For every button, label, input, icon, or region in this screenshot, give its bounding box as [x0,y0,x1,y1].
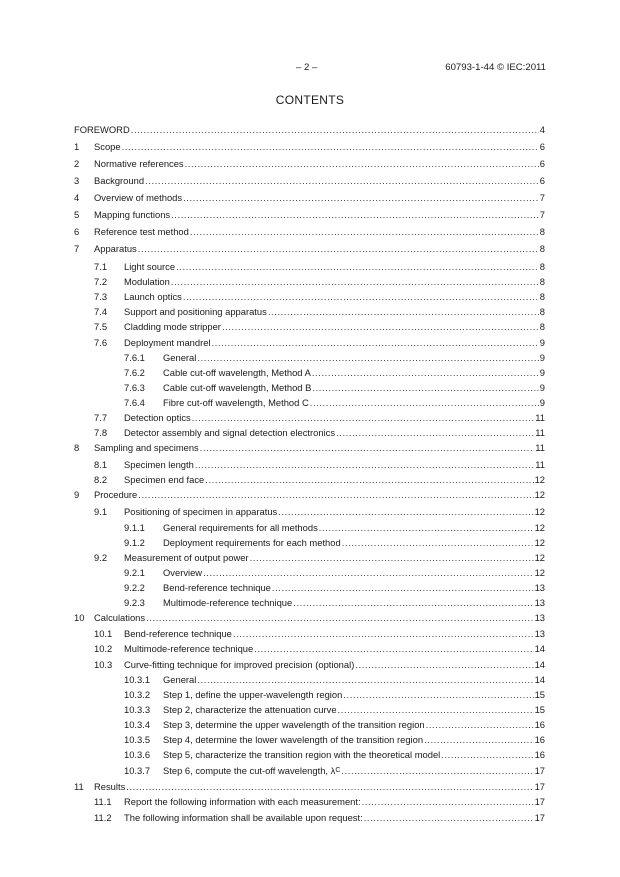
toc-entry-title: Multimode-reference technique [124,643,254,654]
toc-entry-title: Step 5, characterize the transition region with the theoretical model [163,749,441,760]
toc-entry-title: Positioning of specimen in apparatus [124,506,278,517]
toc-entry-page: 13 [534,582,545,593]
toc-entry-number: 9.1 [94,506,108,517]
toc-entry-page: 8 [539,321,545,332]
toc-dot-leader [146,612,533,624]
toc-entry-number: 10.1 [94,628,113,639]
toc-entry-page: 8 [539,291,545,302]
toc-dot-leader [176,261,539,273]
toc-entry-title: Measurement of output power [124,552,249,563]
toc-entry-title: Cable cut-off wavelength, Method A [163,367,311,378]
toc-entry[interactable] [74,427,545,439]
toc-entry-page: 9 [539,367,545,378]
toc-dot-leader [192,412,535,424]
toc-entry[interactable] [74,643,545,655]
toc-entry[interactable] [74,367,545,379]
toc-entry-number: 10.3.5 [124,734,151,745]
toc-dot-leader [222,321,539,333]
page-number: – 2 – [296,62,318,73]
toc-entry-number: 7.6.2 [124,367,145,378]
toc-dot-leader [126,781,533,793]
toc-entry-title: Results [94,781,126,792]
toc-entry[interactable] [74,459,545,471]
toc-entry-page: 11 [535,442,545,453]
toc-entry-number: 10.3.6 [124,749,151,760]
toc-entry-title: Mapping functions [94,209,171,220]
toc-entry[interactable] [74,489,545,501]
toc-entry[interactable] [74,337,545,349]
toc-dot-leader [336,427,534,439]
toc-entry[interactable] [74,321,545,333]
toc-entry[interactable] [74,582,545,594]
toc-entry-number: 9.2 [94,552,108,563]
toc-entry-page: 12 [534,474,545,485]
toc-entry-page: 7 [539,209,545,220]
toc-entry-page: 14 [534,659,545,670]
toc-entry-title: General requirements for all methods [163,522,318,533]
toc-entry-page: 12 [534,522,545,533]
toc-entry[interactable] [74,674,545,686]
toc-entry-number: 7.3 [94,291,108,302]
toc-entry-title: Specimen end face [124,474,205,485]
toc-dot-leader [183,192,539,204]
toc-dot-leader [250,552,534,564]
toc-entry-number: 7.1 [94,261,108,272]
toc-entry-page: 12 [534,506,545,517]
toc-entry-title: Report the following information with each measurement: [124,796,361,807]
toc-entry[interactable] [74,659,545,671]
toc-dot-leader [205,474,533,486]
toc-entry-page: 8 [539,276,545,287]
toc-entry-title: Support and positioning apparatus [124,306,267,317]
toc-entry-number: 8.1 [94,459,108,470]
toc-entry-page: 8 [539,243,545,254]
toc-entry-page: 11 [535,427,545,438]
toc-entry-title: Detector assembly and signal detection electronics [124,427,336,438]
toc-entry[interactable] [74,812,545,824]
toc-entry-title: Reference test method [94,226,189,237]
toc-dot-leader [426,719,534,731]
toc-dot-leader [197,352,538,364]
toc-entry[interactable] [74,719,545,731]
toc-dot-leader [424,734,534,746]
toc-entry-page: 9 [539,352,545,363]
toc-entry-title: Apparatus [94,243,137,254]
toc-dot-leader [312,367,539,379]
toc-entry-title: Modulation [124,276,170,287]
toc-dot-leader [355,659,533,671]
toc-entry[interactable] [74,597,545,609]
toc-entry-page: 8 [539,306,545,317]
toc-dot-leader [233,628,534,640]
toc-dot-leader [278,506,533,518]
toc-entry-number: 11 [74,781,84,792]
toc-entry-title: The following information shall be available upon request: [124,812,363,823]
toc-dot-leader [138,243,539,255]
toc-entry-page: 15 [534,704,545,715]
toc-entry[interactable] [74,175,545,187]
toc-entry-title: Overview of methods [94,192,183,203]
toc-entry-number: 9.2.3 [124,597,145,608]
toc-entry-title: Fibre cut-off wavelength, Method C [163,397,309,408]
toc-dot-leader [171,276,539,288]
toc-entry-page: 17 [534,781,545,792]
toc-entry[interactable] [74,306,545,318]
toc-entry[interactable] [74,382,545,394]
toc-entry-page: 14 [534,674,545,685]
toc-entry[interactable] [74,291,545,303]
toc-entry[interactable] [74,474,545,486]
toc-entry-title: Overview [163,567,203,578]
toc-entry-page: 9 [539,382,545,393]
toc-entry[interactable] [74,243,545,255]
toc-entry-number: 7 [74,243,80,254]
toc-entry[interactable] [74,506,545,518]
toc-dot-leader [293,597,533,609]
toc-entry-number: 9.1.1 [124,522,145,533]
toc-entry[interactable] [74,704,545,716]
toc-entry-number: 7.8 [94,427,108,438]
toc-entry[interactable] [74,141,545,153]
toc-entry-number: 7.2 [94,276,108,287]
toc-entry-title: Normative references [94,158,184,169]
toc-entry-number: 4 [74,192,80,203]
toc-dot-leader [212,337,539,349]
toc-entry-number: 7.7 [94,412,108,423]
toc-entry-number: 9.2.1 [124,567,145,578]
toc-entry[interactable] [74,124,545,136]
toc-entry-page: 8 [539,261,545,272]
toc-entry[interactable] [74,276,545,288]
toc-entry-number: 10.3.3 [124,704,151,715]
toc-entry-title: Light source [124,261,176,272]
toc-entry[interactable] [74,689,545,701]
toc-entry-number: 10.3.1 [124,674,151,685]
toc-entry-number: 10 [74,612,85,623]
toc-entry-number: 3 [74,175,80,186]
toc-entry-number: 10.3.2 [124,689,151,700]
toc-entry-title: Launch optics [124,291,182,302]
toc-dot-leader [343,689,533,701]
toc-entry-page: 16 [534,749,545,760]
toc-entry[interactable] [74,522,545,534]
toc-dot-leader [203,567,533,579]
toc-entry-page: 6 [539,175,545,186]
toc-dot-leader [364,812,534,824]
toc-entry[interactable] [74,412,545,424]
toc-entry-number: 9 [74,489,80,500]
toc-entry-page: 17 [534,765,545,776]
toc-dot-leader [441,749,533,761]
toc-dot-leader [122,141,539,153]
toc-dot-leader [145,175,539,187]
toc-entry-page: 16 [534,734,545,745]
toc-entry-number: 11.1 [94,796,112,807]
toc-entry-number: 10.2 [94,643,113,654]
toc-entry-number: 7.6 [94,337,108,348]
toc-entry-title: Step 2, characterize the attenuation curve [163,704,337,715]
toc-entry[interactable] [74,734,545,746]
toc-dot-leader [185,158,539,170]
toc-entry[interactable] [74,567,545,579]
toc-entry-title: General [163,674,197,685]
toc-entry-number: 7.4 [94,306,108,317]
toc-entry-title: Scope [94,141,121,152]
toc-dot-leader [197,674,533,686]
toc-entry-title: Deployment requirements for each method [163,537,341,548]
toc-entry[interactable] [74,796,545,808]
toc-dot-leader [362,796,534,808]
toc-entry-number: 7.5 [94,321,108,332]
toc-entry-number: 10.3 [94,659,113,670]
toc-entry-title: Bend-reference technique [124,628,232,639]
toc-entry[interactable] [74,209,545,221]
toc-entry-page: 12 [534,537,545,548]
toc-entry-title: Cable cut-off wavelength, Method B [163,382,312,393]
toc-entry-page: 13 [534,628,545,639]
toc-entry-page: 15 [534,689,545,700]
toc-entry[interactable] [74,537,545,549]
toc-entry-number: 7.6.4 [124,397,145,408]
toc-dot-leader [338,704,534,716]
toc-entry-page: 12 [534,489,545,500]
toc-entry[interactable] [74,749,545,761]
toc-entry[interactable] [74,552,545,564]
toc-dot-leader [341,765,533,777]
toc-dot-leader [268,306,539,318]
toc-entry-number: 7.6.1 [124,352,145,363]
toc-entry-page: 17 [534,796,545,807]
toc-entry-title: Cladding mode stripper [124,321,221,332]
toc-entry-title: Sampling and specimens [94,442,199,453]
toc-entry-title: Procedure [94,489,138,500]
toc-dot-leader [272,582,534,594]
toc-dot-leader [254,643,533,655]
toc-entry-title: Step 3, determine the upper wavelength of the transition region [163,719,425,730]
toc-entry-page: 4 [539,124,545,135]
toc-entry-number: 1 [74,141,80,152]
toc-entry-page: 13 [534,597,545,608]
toc-entry-title: Deployment mandrel [124,337,211,348]
toc-entry-page: 7 [539,192,545,203]
toc-entry-page: 16 [534,719,545,730]
toc-dot-leader [171,209,539,221]
toc-entry-page: 11 [535,412,545,423]
toc-entry-number: 7.6.3 [124,382,145,393]
toc-entry[interactable] [74,226,545,238]
toc-entry-page: 9 [539,397,545,408]
toc-entry[interactable] [74,158,545,170]
toc-entry-title: Curve-fitting technique for improved precision (optional) [124,659,355,670]
toc-entry-title: Step 1, define the upper-wavelength region [163,689,343,700]
toc-entry-title: Background [94,175,145,186]
toc-entry-number: 6 [74,226,80,237]
toc-dot-leader [342,537,534,549]
toc-entry[interactable] [74,192,545,204]
toc-entry[interactable] [74,352,545,364]
toc-entry-page: 13 [534,612,545,623]
document-id: 60793-1-44 © IEC:2011 [445,62,546,73]
toc-entry-page: 6 [539,141,545,152]
toc-entry[interactable] [74,628,545,640]
page-title: CONTENTS [275,93,345,107]
toc-entry-number: 8.2 [94,474,108,485]
toc-dot-leader [183,291,539,303]
toc-entry-page: 8 [539,226,545,237]
toc-entry[interactable] [74,781,545,793]
toc-entry[interactable] [74,442,545,454]
toc-entry-title: Specimen length [124,459,194,470]
toc-entry-title: FOREWORD [74,124,130,135]
toc-dot-leader [131,124,539,136]
toc-dot-leader [310,397,539,409]
toc-entry-title: Multimode-reference technique [163,597,293,608]
toc-entry-page: 12 [534,567,545,578]
toc-entry-page: 12 [534,552,545,563]
toc-entry-title: Calculations [94,612,146,623]
toc-entry-page: 14 [534,643,545,654]
toc-entry-number: 9.2.2 [124,582,145,593]
toc-entry-number: 8 [74,442,80,453]
toc-dot-leader [319,522,534,534]
toc-entry-title: Bend-reference technique [163,582,271,593]
toc-entry-number: 2 [74,158,80,169]
toc-entry-number: 11.2 [94,812,112,823]
toc-entry-number: 9.1.2 [124,537,145,548]
toc-dot-leader [138,489,533,501]
toc-entry[interactable] [74,612,545,624]
toc-entry-page: 9 [539,337,545,348]
toc-entry-title: Detection optics [124,412,191,423]
toc-entry-number: 10.3.4 [124,719,151,730]
toc-entry-page: 17 [534,812,545,823]
toc-dot-leader [195,459,534,471]
toc-dot-leader [190,226,539,238]
toc-dot-leader [312,382,538,394]
toc-entry[interactable] [74,765,545,777]
toc-dot-leader [200,442,535,454]
toc-entry-title: Step 4, determine the lower wavelength of the transition region [163,734,424,745]
toc-entry[interactable] [74,397,545,409]
toc-entry-page: 6 [539,158,545,169]
toc-entry-page: 11 [535,459,545,470]
toc-entry-number: 5 [74,209,80,220]
toc-entry-subscript: C [335,767,341,774]
toc-entry-title: General [163,352,197,363]
toc-entry-title: Step 6, compute the cut-off wavelength, λ [163,765,336,776]
toc-entry[interactable] [74,261,545,273]
toc-entry-number: 10.3.7 [124,765,151,776]
